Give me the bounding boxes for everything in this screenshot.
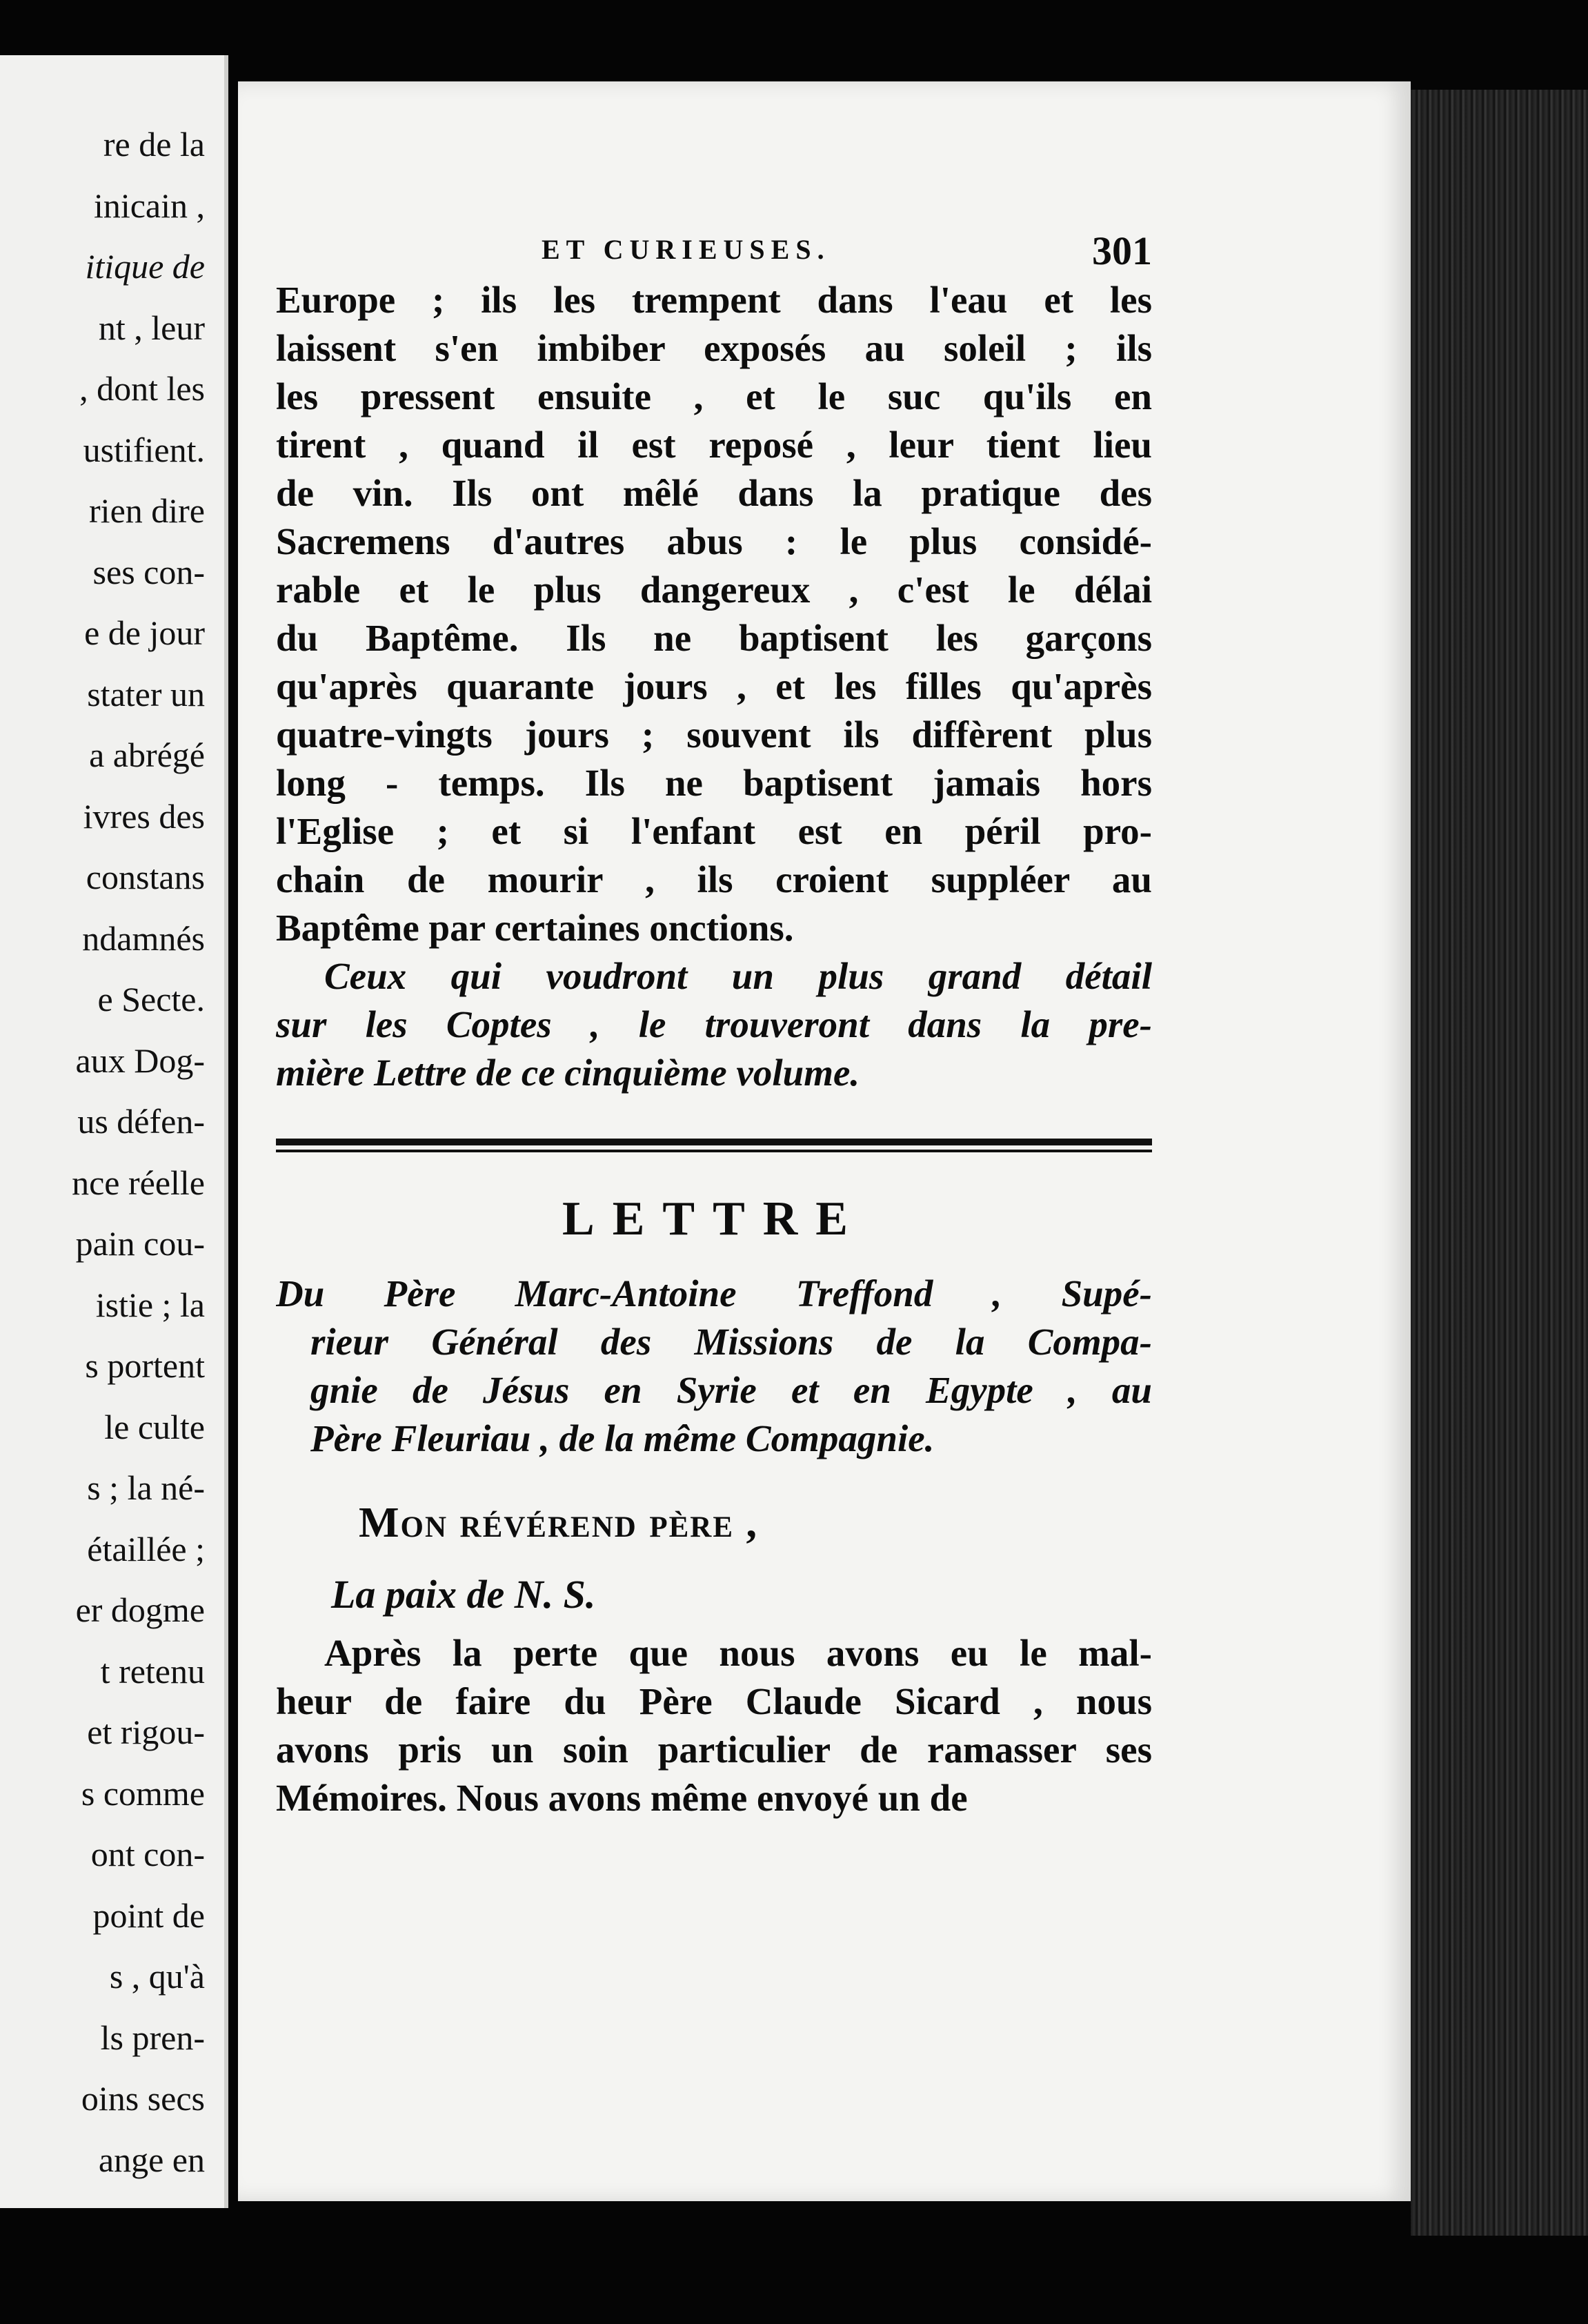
page-number: 301	[1092, 228, 1152, 273]
left-page-line: s ; la né-	[87, 1468, 205, 1507]
left-page-line: aux Dog-	[75, 1041, 205, 1080]
right-page-content	[276, 228, 1152, 1822]
page-header	[276, 228, 1152, 275]
running-head: ET CURIEUSES.	[542, 234, 831, 265]
text-line: chain de mourir , ils croient suppléer au	[276, 858, 1152, 900]
left-page-line: nt , leur	[98, 308, 205, 347]
text-line: qu'après quarante jours , et les filles qu'après	[276, 665, 1152, 707]
left-page-line: s , qu'à	[109, 1957, 205, 1996]
left-page-line: s comme	[81, 1773, 205, 1813]
paragraph-letter-opening	[276, 1629, 1152, 1822]
address-line: Père Fleuriau , de la même Compagnie.	[310, 1417, 935, 1459]
left-page-line: ustifient.	[83, 430, 205, 469]
text-line: Sacremens d'autres abus : le plus considé-	[276, 520, 1152, 562]
left-page-line: ange en	[98, 2140, 205, 2179]
left-page-line: e Secte.	[97, 980, 205, 1018]
left-page-line: ndamnés	[82, 918, 205, 958]
address-line: rieur Général des Missions de la Compa-	[310, 1321, 1152, 1363]
left-page-line: et rigou-	[87, 1713, 205, 1751]
left-page-line: ls pren-	[100, 2018, 205, 2057]
divider-thin-rule	[276, 1150, 1152, 1152]
italic-text-line: mière Lettre de ce cinquième volume.	[276, 1052, 860, 1094]
left-page-line: ivres des	[83, 796, 205, 836]
letter-title: LETTRE	[562, 1192, 866, 1245]
letter-address	[276, 1270, 1152, 1463]
text-line: heur de faire du Père Claude Sicard , nous	[276, 1680, 1152, 1722]
page-edges	[1411, 90, 1588, 2236]
left-page-line: étaillée ;	[87, 1529, 205, 1568]
address-line: Du Père Marc-Antoine Treffond , Supé-	[276, 1272, 1152, 1314]
left-page-line: point de	[92, 1895, 205, 1935]
italic-text-line: Ceux qui voudront un plus grand détail	[324, 955, 1152, 997]
left-page-line: pain cou-	[75, 1224, 205, 1263]
left-page-line: istie ; la	[95, 1285, 205, 1324]
section-divider	[276, 1139, 1152, 1152]
left-page-line: re de la	[103, 125, 205, 164]
text-line: rable et le plus dangereux , c'est le délai	[276, 569, 1152, 611]
text-line: Après la perte que nous avons eu le mal-	[324, 1632, 1152, 1674]
left-page-line: rien dire	[89, 491, 205, 530]
left-page-line: s portent	[85, 1346, 205, 1385]
text-line: l'Eglise ; et si l'enfant est en péril pro-	[276, 810, 1152, 852]
paragraph-detail-reference	[276, 952, 1152, 1097]
left-page-line: , dont les	[79, 369, 205, 408]
text-line: avons pris un soin particulier de ramasser ses	[276, 1729, 1152, 1771]
text-line: du Baptême. Ils ne baptisent les garçons	[276, 617, 1152, 659]
text-line: de vin. Ils ont mêlé dans la pratique des	[276, 472, 1152, 514]
text-line: laissent s'en imbiber exposés au soleil ; ils	[276, 327, 1152, 369]
left-page-line: itique de	[85, 247, 205, 286]
paragraph-coptes-practices	[276, 276, 1152, 952]
salutation: Mon révérend père ,	[359, 1499, 759, 1546]
greeting: La paix de N. S.	[331, 1572, 596, 1617]
left-page-line: oins secs	[81, 2079, 205, 2118]
text-line: quatre-vingts jours ; souvent ils diffèrent plus	[276, 713, 1152, 756]
left-page-line: constans	[86, 858, 205, 896]
left-page-line: er dogme	[75, 1591, 205, 1629]
left-page-line: nce réelle	[72, 1163, 205, 1202]
text-line: Mémoires. Nous avons même envoyé un de	[276, 1777, 968, 1819]
address-line: gnie de Jésus en Syrie et en Egypte , au	[310, 1369, 1152, 1411]
left-page-line: inicain ,	[93, 186, 205, 225]
left-page-line: t retenu	[100, 1651, 205, 1691]
left-page-line: us défen-	[77, 1102, 205, 1141]
divider-thick-rule	[276, 1139, 1152, 1145]
text-line: Baptême par certaines onctions.	[276, 907, 794, 949]
left-page-line: stater un	[87, 674, 205, 713]
left-page-line: e de jour	[84, 613, 205, 652]
left-page-line: ont con-	[90, 1835, 205, 1873]
left-page-line: ses con-	[92, 552, 205, 591]
left-page	[0, 55, 228, 2208]
left-page-line: le culte	[104, 1407, 205, 1446]
text-line: tirent , quand il est reposé , leur tient lieu	[276, 424, 1152, 466]
italic-text-line: sur les Coptes , le trouveront dans la pre-	[276, 1003, 1152, 1045]
text-line: les pressent ensuite , et le suc qu'ils en	[276, 375, 1152, 417]
left-page-line: a abrégé	[89, 736, 205, 774]
text-line: long - temps. Ils ne baptisent jamais hors	[276, 762, 1152, 804]
text-line: Europe ; ils les trempent dans l'eau et les	[276, 279, 1152, 321]
